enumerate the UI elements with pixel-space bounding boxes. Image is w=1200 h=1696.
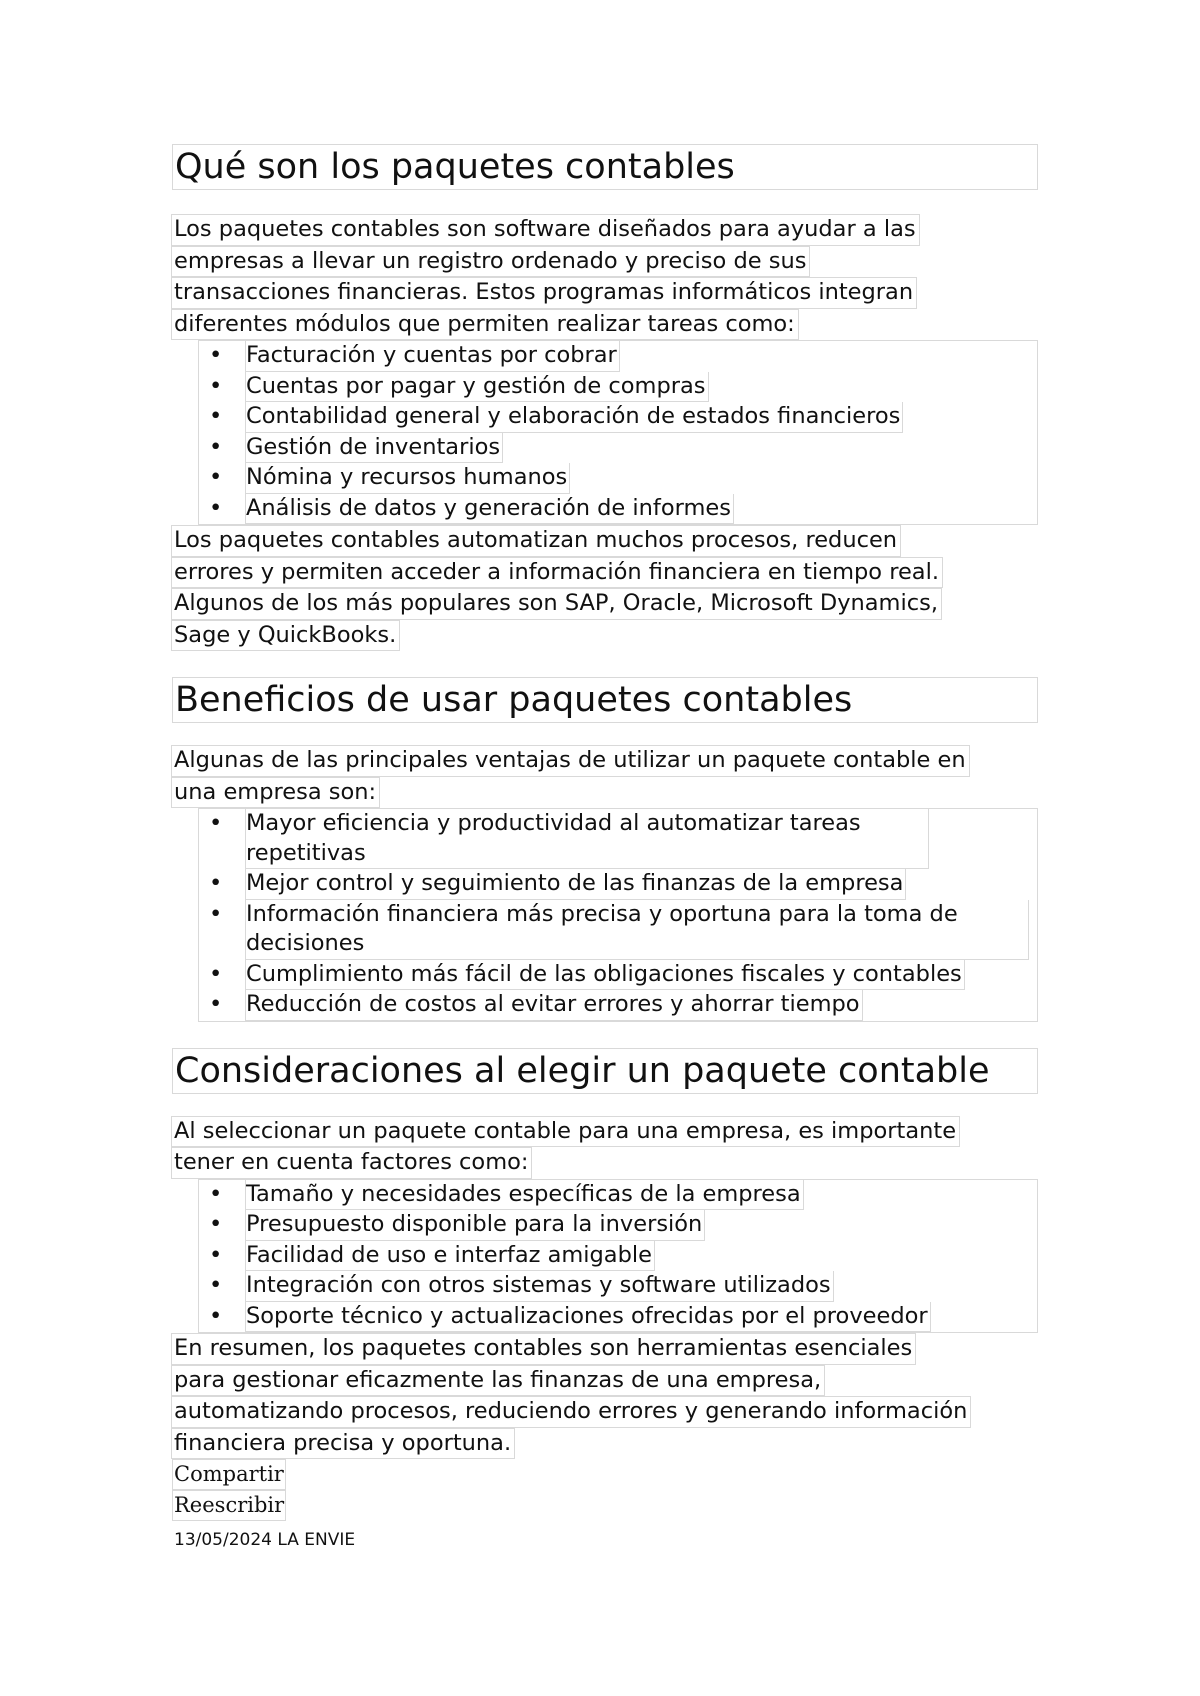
text-line: En resumen, los paquetes contables son herramientas esenciales	[171, 1333, 916, 1365]
list-item	[199, 433, 1037, 464]
section-intro	[172, 214, 1038, 340]
list-item	[199, 402, 1037, 433]
text-line: Algunas de las principales ventajas de utilizar un paquete contable en	[171, 745, 970, 777]
list-item-text: Reducción de costos al evitar errores y ahorrar tiempo	[245, 990, 863, 1021]
list-item-text: Presupuesto disponible para la inversión	[245, 1210, 705, 1241]
text-line: diferentes módulos que permiten realizar tareas como:	[171, 309, 799, 341]
footer-note: 13/05/2024 LA ENVIE	[174, 1530, 356, 1550]
section-intro	[172, 1116, 1038, 1179]
list-item	[199, 990, 1037, 1021]
text-line: financiera precisa y oportuna.	[171, 1428, 515, 1460]
document-body	[172, 144, 1038, 1521]
section	[172, 1048, 1038, 1460]
list-item-text: Cuentas por pagar y gestión de compras	[245, 372, 709, 403]
text-line: tener en cuenta factores como:	[171, 1147, 532, 1179]
text-line: empresas a llevar un registro ordenado y preciso de sus	[171, 246, 810, 278]
list-item-text: Mayor eficiencia y productividad al automatizar tareas repetitivas	[245, 809, 929, 869]
text-line: Los paquetes contables automatizan muchos procesos, reducen	[171, 525, 901, 557]
list-item-text: Soporte técnico y actualizaciones ofrecidas por el proveedor	[245, 1302, 931, 1333]
list-item	[199, 494, 1037, 525]
list-item-text: Información financiera más precisa y oportuna para la toma de decisiones	[245, 900, 1029, 960]
list-item-text: Nómina y recursos humanos	[245, 463, 570, 494]
rewrite-link[interactable]: Reescribir	[172, 1490, 286, 1521]
text-line: una empresa son:	[171, 777, 380, 809]
list-item	[199, 900, 1037, 960]
section-outro	[172, 525, 1038, 651]
list-item-text: Facilidad de uso e interfaz amigable	[245, 1241, 655, 1272]
list-item-text: Integración con otros sistemas y software utilizados	[245, 1271, 834, 1302]
text-line: Los paquetes contables son software diseñados para ayudar a las	[171, 214, 920, 246]
list-item	[199, 960, 1037, 991]
bullet-list	[198, 1179, 1038, 1334]
text-line: transacciones financieras. Estos programas informáticos integran	[171, 277, 917, 309]
text-line: errores y permiten acceder a información financiera en tiempo real.	[171, 557, 943, 589]
list-item	[199, 869, 1037, 900]
list-item-text: Facturación y cuentas por cobrar	[245, 341, 620, 372]
bullet-list	[198, 340, 1038, 525]
text-line: para gestionar eficazmente las finanzas de una empresa,	[171, 1365, 825, 1397]
list-item-text: Mejor control y seguimiento de las finanzas de la empresa	[245, 869, 906, 900]
section	[172, 144, 1038, 651]
bullet-list	[198, 808, 1038, 1022]
list-item-text: Tamaño y necesidades específicas de la empresa	[245, 1180, 804, 1211]
list-item	[199, 1180, 1037, 1211]
list-item-text: Contabilidad general y elaboración de estados financieros	[245, 402, 903, 433]
list-item	[199, 341, 1037, 372]
list-item-text: Cumplimiento más fácil de las obligaciones fiscales y contables	[245, 960, 965, 991]
text-line: Sage y QuickBooks.	[171, 620, 400, 652]
list-item	[199, 1241, 1037, 1272]
list-item	[199, 809, 1037, 869]
list-item	[199, 1271, 1037, 1302]
section	[172, 677, 1038, 1022]
text-line: Algunos de los más populares son SAP, Oracle, Microsoft Dynamics,	[171, 588, 942, 620]
list-item	[199, 372, 1037, 403]
list-item	[199, 1210, 1037, 1241]
section-heading: Beneficios de usar paquetes contables	[172, 677, 1038, 723]
section-intro	[172, 745, 1038, 808]
section-heading: Qué son los paquetes contables	[172, 144, 1038, 190]
list-item	[199, 463, 1037, 494]
list-item-text: Análisis de datos y generación de informes	[245, 494, 734, 525]
section-outro	[172, 1333, 1038, 1459]
section-heading: Consideraciones al elegir un paquete contable	[172, 1048, 1038, 1094]
share-link[interactable]: Compartir	[172, 1459, 286, 1490]
action-links	[172, 1459, 1038, 1521]
text-line: Al seleccionar un paquete contable para una empresa, es importante	[171, 1116, 960, 1148]
text-line: automatizando procesos, reduciendo errores y generando información	[171, 1396, 971, 1428]
list-item-text: Gestión de inventarios	[245, 433, 503, 464]
list-item	[199, 1302, 1037, 1333]
